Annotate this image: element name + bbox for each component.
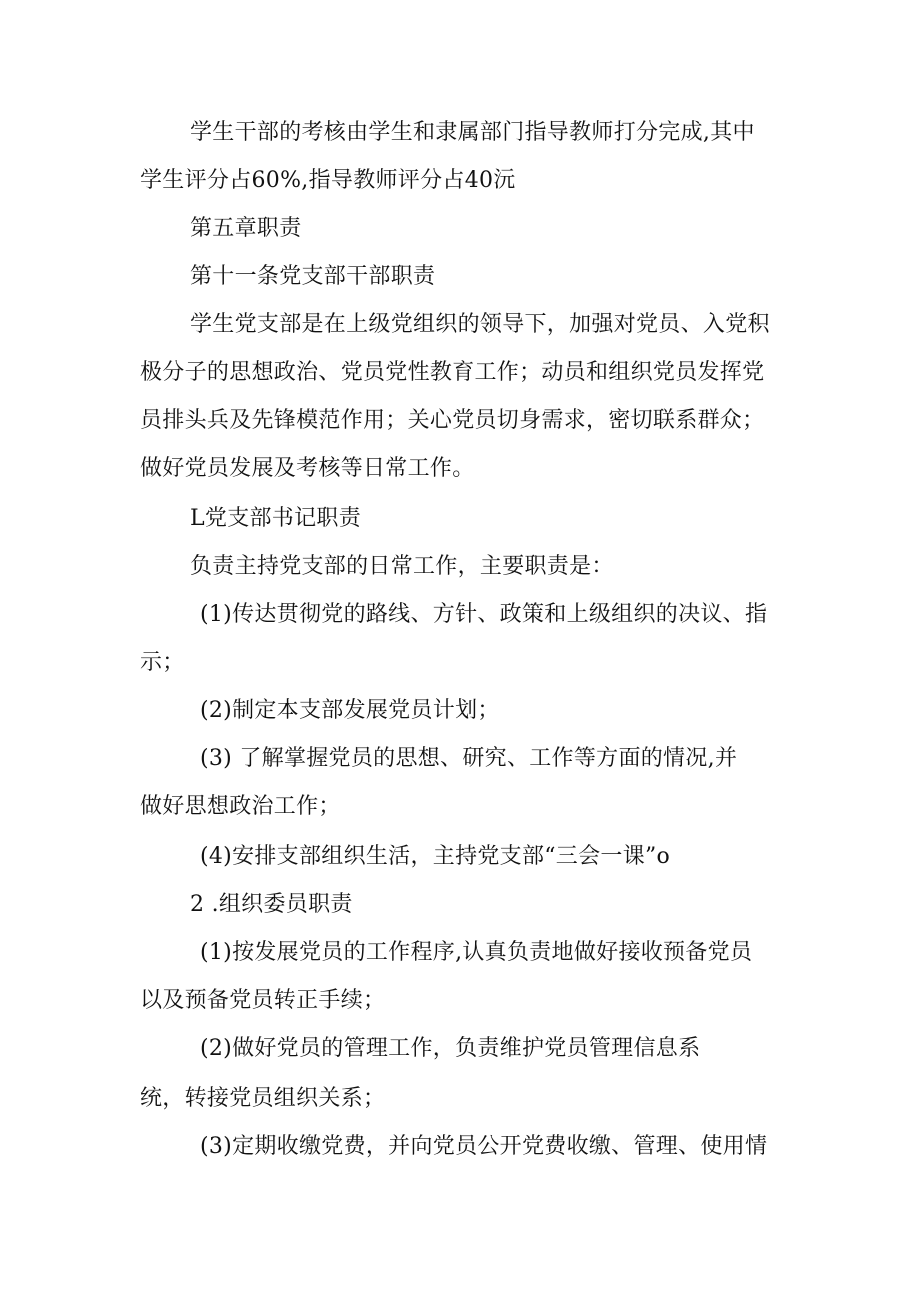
- list-item-line: 以及预备党员转正手续；: [140, 988, 386, 1013]
- list-item-line: 做好思想政治工作；: [140, 794, 341, 819]
- list-item-line: (3)定期收缴党费，并向党员公开党费收缴、管理、使用情: [200, 1134, 768, 1159]
- paragraph-line: 学生评分占60%,指导教师评分占40沅: [140, 168, 516, 193]
- section-heading: L党支部书记职责: [190, 506, 362, 531]
- paragraph-line: 学生干部的考核由学生和隶属部门指导教师打分完成,其中: [190, 120, 755, 145]
- paragraph-line: 负责主持党支部的日常工作，主要职责是：: [190, 554, 614, 579]
- list-item-line: 示；: [140, 650, 185, 675]
- list-item-line: (2)制定本支部发展党员计划；: [200, 698, 500, 723]
- paragraph-line: 极分子的思想政治、党员党性教育工作；动员和组织党员发挥党: [140, 360, 765, 385]
- paragraph-line: 员排头兵及先锋模范作用；关心党员切身需求，密切联系群众；: [140, 408, 765, 433]
- section-heading: 2 .组织委员职责: [190, 892, 353, 917]
- paragraph-line: 学生党支部是在上级党组织的领导下，加强对党员、入党积: [190, 312, 770, 337]
- chapter-heading: 第五章职责: [190, 216, 302, 241]
- list-item-line: (1)传达贯彻党的路线、方针、政策和上级组织的决议、指: [200, 602, 768, 627]
- paragraph-line: 做好党员发展及考核等日常工作。: [140, 456, 475, 481]
- list-item-line: (2)做好党员的管理工作，负责维护党员管理信息系: [200, 1036, 701, 1061]
- list-item-line: 统，转接党员组织关系；: [140, 1086, 386, 1111]
- list-item-line: (4)安排支部组织生活，主持党支部“三会一课”o: [200, 844, 671, 869]
- list-item-line: (3) 了解掌握党员的思想、研究、工作等方面的情况,并: [200, 746, 738, 771]
- list-item-line: (1)按发展党员的工作程序,认真负责地做好接收预备党员: [200, 940, 753, 965]
- article-heading: 第十一条党支部干部职责: [190, 264, 436, 289]
